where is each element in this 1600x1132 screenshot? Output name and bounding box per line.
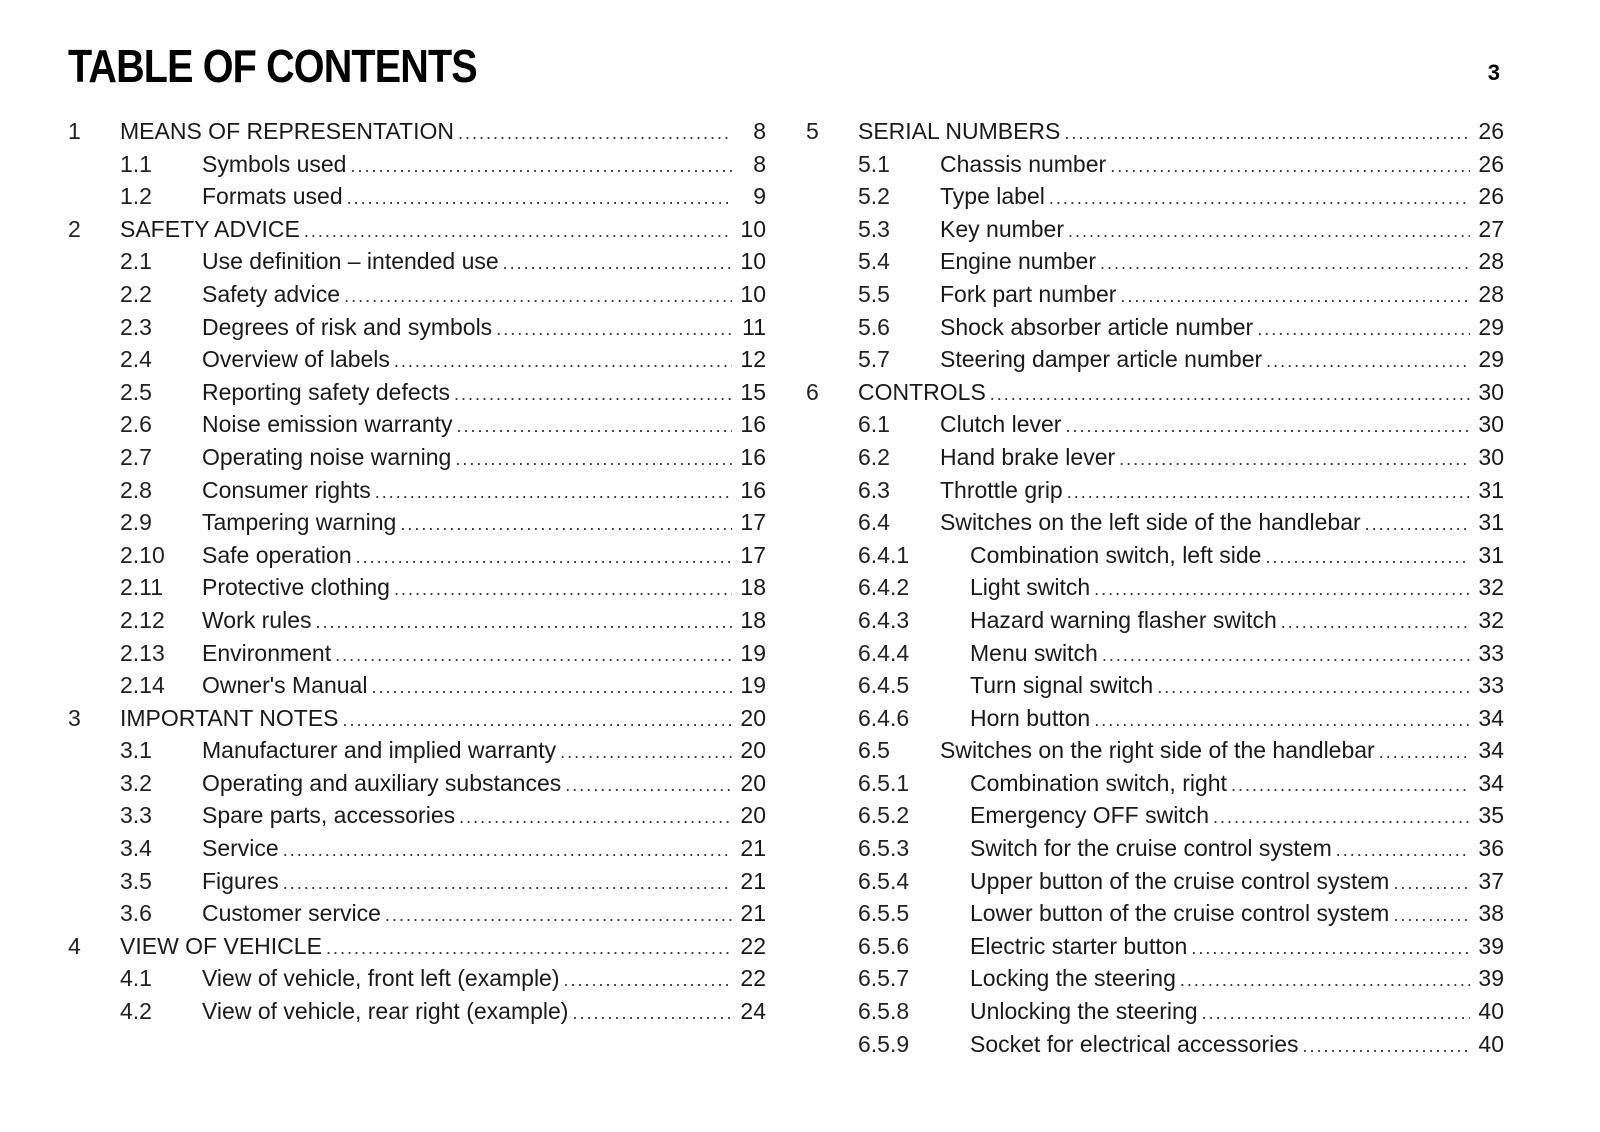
toc-entry[interactable]: [68, 995, 766, 1028]
toc-entry-page: 26: [1478, 118, 1504, 144]
toc-entry-title: View of vehicle, rear right (example): [202, 998, 569, 1025]
toc-entry-number: 2.11: [120, 574, 164, 601]
toc-entry-title: Combination switch, left side: [970, 541, 1262, 568]
page-title: TABLE OF CONTENTS: [68, 40, 477, 92]
toc-entry-page: 24: [740, 998, 766, 1025]
toc-entry-page: 10: [740, 280, 766, 307]
toc-dot-leader: [350, 150, 732, 183]
toc-entry-title: CONTROLS: [858, 378, 986, 405]
toc-entry-page: 29: [1478, 346, 1504, 373]
toc-entry-page: 28: [1478, 280, 1504, 307]
toc-entry-number: 6.4: [858, 509, 890, 536]
toc-entry-page: 34: [1478, 769, 1504, 796]
toc-entry-page: 30: [1478, 443, 1504, 470]
toc-entry[interactable]: [68, 734, 766, 767]
toc-entry-title: Protective clothing: [202, 574, 390, 601]
toc-dot-leader: [1119, 443, 1470, 476]
toc-entry[interactable]: [68, 311, 766, 344]
toc-dot-leader: [564, 964, 732, 997]
toc-entry[interactable]: [806, 506, 1504, 539]
toc-entry-page: 9: [753, 183, 766, 210]
toc-entry[interactable]: [806, 637, 1504, 670]
toc-entry[interactable]: [806, 539, 1504, 572]
toc-entry-number: 2.1: [120, 248, 152, 275]
toc-entry[interactable]: [68, 408, 766, 441]
toc-dot-leader: [385, 899, 732, 932]
toc-entry-number: 6.4.2: [858, 574, 910, 601]
toc-dot-leader: [1049, 182, 1470, 215]
toc-entry[interactable]: [806, 245, 1504, 278]
toc-entry-title: Lower button of the cruise control system: [970, 900, 1390, 927]
toc-dot-leader: [572, 997, 732, 1030]
page-number: 3: [1487, 60, 1500, 85]
toc-entry-page: 10: [740, 248, 766, 275]
toc-entry[interactable]: [806, 767, 1504, 800]
toc-left-column: [68, 115, 766, 1028]
toc-entry-title: Switches on the right side of the handlebar: [940, 737, 1375, 764]
toc-entry-page: 26: [1478, 150, 1504, 177]
toc-dot-leader: [394, 573, 732, 606]
toc-entry-title: Locking the steering: [970, 965, 1176, 992]
toc-entry-number: 2.12: [120, 606, 165, 633]
toc-entry-number: 6.5.8: [858, 998, 910, 1025]
toc-entry[interactable]: [68, 702, 766, 735]
toc-dot-leader: [1100, 247, 1470, 280]
toc-entry-number: 2: [68, 215, 81, 242]
toc-entry-number: 5.1: [858, 150, 890, 177]
toc-entry-number: 6.5.7: [858, 965, 910, 992]
toc-dot-leader: [316, 606, 733, 639]
toc-entry[interactable]: [806, 408, 1504, 441]
toc-dot-leader: [344, 280, 732, 313]
toc-dot-leader: [1102, 639, 1470, 672]
toc-dot-leader: [503, 247, 732, 280]
toc-entry-number: 6: [806, 378, 819, 405]
toc-right-column: [806, 115, 1504, 1060]
toc-entry-number: 6.5.3: [858, 835, 910, 862]
toc-entry-number: 6.5.9: [858, 1030, 910, 1057]
toc-entry-number: 6.5: [858, 737, 890, 764]
toc-entry[interactable]: [806, 1028, 1504, 1061]
toc-entry-page: 8: [753, 118, 766, 144]
toc-entry-page: 34: [1478, 704, 1504, 731]
toc-entry-page: 18: [740, 606, 766, 633]
toc-entry[interactable]: [68, 865, 766, 898]
toc-dot-leader: [457, 410, 732, 443]
toc-dot-leader: [1213, 801, 1470, 834]
toc-entry-number: 5.3: [858, 215, 890, 242]
toc-entry-number: 3.3: [120, 802, 152, 829]
toc-entry-title: Operating and auxiliary substances: [202, 769, 562, 796]
toc-entry-title: IMPORTANT NOTES: [120, 704, 339, 731]
toc-entry-number: 2.9: [120, 509, 152, 536]
toc-entry-page: 38: [1478, 900, 1504, 927]
toc-entry[interactable]: [68, 799, 766, 832]
toc-entry[interactable]: [68, 767, 766, 800]
toc-dot-leader: [1202, 997, 1470, 1030]
toc-entry-title: Chassis number: [940, 150, 1107, 177]
toc-entry-title: Shock absorber article number: [940, 313, 1254, 340]
toc-entry-title: Tampering warning: [202, 509, 397, 536]
toc-entry-title: Light switch: [970, 574, 1091, 601]
toc-entry-page: 17: [740, 541, 766, 568]
toc-entry-number: 2.4: [120, 346, 152, 373]
toc-entry[interactable]: [68, 571, 766, 604]
toc-entry-page: 10: [740, 215, 766, 242]
toc-entry-number: 6.5.2: [858, 802, 910, 829]
toc-dot-leader: [1281, 606, 1470, 639]
toc-entry-title: Unlocking the steering: [970, 998, 1198, 1025]
toc-entry-number: 2.7: [120, 443, 152, 470]
toc-entry-title: Engine number: [940, 248, 1096, 275]
toc-entry-title: Service: [202, 835, 279, 862]
toc-dot-leader: [347, 182, 732, 215]
toc-entry-number: 3: [68, 704, 81, 731]
toc-dot-leader: [458, 117, 732, 150]
toc-entry-page: 26: [1478, 183, 1504, 210]
toc-entry-title: Overview of labels: [202, 346, 390, 373]
toc-entry[interactable]: [68, 376, 766, 409]
toc-entry[interactable]: [68, 604, 766, 637]
toc-entry-title: Degrees of risk and symbols: [202, 313, 493, 340]
toc-dot-leader: [1110, 150, 1470, 183]
toc-entry-title: Menu switch: [970, 639, 1098, 666]
toc-dot-leader: [1393, 867, 1470, 900]
toc-entry[interactable]: [68, 669, 766, 702]
toc-entry-page: 40: [1478, 998, 1504, 1025]
toc-entry-page: 34: [1478, 737, 1504, 764]
toc-entry[interactable]: [68, 962, 766, 995]
toc-entry-page: 33: [1478, 639, 1504, 666]
toc-entry-page: 22: [740, 932, 766, 959]
toc-entry[interactable]: [68, 441, 766, 474]
toc-entry-number: 6.5.4: [858, 867, 910, 894]
toc-dot-leader: [335, 639, 732, 672]
toc-entry-page: 12: [740, 346, 766, 373]
toc-entry[interactable]: [806, 474, 1504, 507]
toc-entry[interactable]: [68, 343, 766, 376]
toc-entry[interactable]: [806, 962, 1504, 995]
toc-entry-title: Operating noise warning: [202, 443, 452, 470]
toc-entry-page: 22: [740, 965, 766, 992]
toc-entry-page: 29: [1478, 313, 1504, 340]
toc-entry-number: 2.13: [120, 639, 165, 666]
toc-entry[interactable]: [806, 669, 1504, 702]
toc-entry-number: 4.1: [120, 965, 152, 992]
toc-entry[interactable]: [806, 148, 1504, 181]
toc-entry-page: 15: [740, 378, 766, 405]
toc-entry[interactable]: [806, 604, 1504, 637]
toc-entry[interactable]: [806, 930, 1504, 963]
toc-entry-number: 3.1: [120, 737, 152, 764]
toc-entry-number: 2.6: [120, 411, 152, 438]
toc-entry-number: 6.1: [858, 411, 890, 438]
toc-dot-leader: [565, 769, 732, 802]
toc-entry[interactable]: [806, 311, 1504, 344]
toc-dot-leader: [326, 932, 732, 965]
toc-entry[interactable]: [806, 799, 1504, 832]
toc-entry-title: Horn button: [970, 704, 1091, 731]
toc-entry[interactable]: [806, 278, 1504, 311]
toc-entry-number: 6.3: [858, 476, 890, 503]
toc-dot-leader: [455, 443, 732, 476]
toc-entry-number: 5.5: [858, 280, 890, 307]
toc-entry[interactable]: [68, 539, 766, 572]
toc-entry[interactable]: [68, 930, 766, 963]
toc-dot-leader: [1191, 932, 1470, 965]
toc-entry-title: Steering damper article number: [940, 346, 1263, 373]
toc-entry-number: 4: [68, 932, 81, 959]
toc-entry[interactable]: [806, 865, 1504, 898]
toc-entry-title: Environment: [202, 639, 332, 666]
toc-entry-number: 6.4.5: [858, 672, 910, 699]
toc-dot-leader: [1065, 410, 1470, 443]
toc-entry-number: 6.5.5: [858, 900, 910, 927]
toc-entry[interactable]: [68, 278, 766, 311]
toc-entry[interactable]: [68, 245, 766, 278]
toc-dot-leader: [1265, 541, 1470, 574]
toc-entry-number: 6.4.3: [858, 606, 910, 633]
toc-entry-number: 5.4: [858, 248, 890, 275]
toc-dot-leader: [371, 671, 732, 704]
toc-dot-leader: [400, 508, 732, 541]
toc-entry[interactable]: [68, 115, 766, 148]
toc-entry-number: 6.4.4: [858, 639, 910, 666]
toc-dot-leader: [1365, 508, 1470, 541]
toc-entry-title: Key number: [940, 215, 1065, 242]
toc-entry-page: 30: [1478, 411, 1504, 438]
toc-dot-leader: [1231, 769, 1470, 802]
toc-entry-title: Switches on the left side of the handlebar: [940, 509, 1361, 536]
toc-entry-page: 40: [1478, 1030, 1504, 1057]
toc-entry-title: SAFETY ADVICE: [120, 215, 300, 242]
toc-entry-number: 3.6: [120, 900, 152, 927]
toc-entry-title: Noise emission warranty: [202, 411, 453, 438]
toc-dot-leader: [1379, 736, 1470, 769]
toc-entry-number: 2.10: [120, 541, 165, 568]
toc-dot-leader: [394, 345, 732, 378]
toc-entry[interactable]: [68, 506, 766, 539]
toc-dot-leader: [1094, 573, 1470, 606]
toc-entry-title: View of vehicle, front left (example): [202, 965, 560, 992]
toc-dot-leader: [1094, 704, 1470, 737]
toc-entry-page: 20: [740, 769, 766, 796]
toc-entry[interactable]: [68, 180, 766, 213]
toc-entry-title: Hand brake lever: [940, 443, 1116, 470]
toc-entry[interactable]: [806, 897, 1504, 930]
toc-entry-page: 27: [1478, 215, 1504, 242]
toc-dot-leader: [454, 378, 732, 411]
toc-entry-title: Switch for the cruise control system: [970, 835, 1332, 862]
toc-entry-number: 3.2: [120, 769, 152, 796]
toc-entry-title: Type label: [940, 183, 1045, 210]
toc-entry-page: 39: [1478, 932, 1504, 959]
toc-dot-leader: [1064, 117, 1470, 150]
toc-entry-title: Figures: [202, 867, 279, 894]
toc-entry-title: Spare parts, accessories: [202, 802, 456, 829]
toc-dot-leader: [304, 215, 732, 248]
toc-entry-title: Upper button of the cruise control system: [970, 867, 1390, 894]
toc-entry-title: Safe operation: [202, 541, 352, 568]
toc-dot-leader: [1180, 964, 1470, 997]
toc-entry-page: 30: [1478, 378, 1504, 405]
toc-entry-page: 35: [1478, 802, 1504, 829]
toc-dot-leader: [1157, 671, 1470, 704]
toc-entry[interactable]: [68, 148, 766, 181]
toc-dot-leader: [560, 736, 732, 769]
toc-entry[interactable]: [806, 115, 1504, 148]
toc-entry-page: 32: [1478, 606, 1504, 633]
toc-entry-page: 31: [1478, 509, 1504, 536]
toc-entry-number: 2.3: [120, 313, 152, 340]
toc-dot-leader: [459, 801, 732, 834]
toc-entry-page: 8: [753, 150, 766, 177]
toc-entry-title: Combination switch, right: [970, 769, 1227, 796]
toc-entry-page: 31: [1478, 476, 1504, 503]
toc-dot-leader: [356, 541, 732, 574]
toc-entry-page: 28: [1478, 248, 1504, 275]
toc-dot-leader: [283, 834, 732, 867]
toc-dot-leader: [343, 704, 732, 737]
toc-entry-title: Symbols used: [202, 150, 347, 177]
toc-entry-number: 4.2: [120, 998, 152, 1025]
toc-entry-number: 6.4.1: [858, 541, 910, 568]
toc-entry-page: 20: [740, 802, 766, 829]
toc-entry-number: 2.5: [120, 378, 152, 405]
toc-entry-title: Customer service: [202, 900, 381, 927]
toc-entry-page: 20: [740, 737, 766, 764]
toc-entry-number: 1.1: [120, 150, 152, 177]
toc-dot-leader: [1068, 215, 1470, 248]
toc-entry-page: 20: [740, 704, 766, 731]
toc-entry-page: 21: [740, 867, 766, 894]
toc-entry-number: 6.5.1: [858, 769, 910, 796]
toc-dot-leader: [1303, 1030, 1470, 1063]
toc-entry-title: Fork part number: [940, 280, 1117, 307]
toc-entry-number: 2.2: [120, 280, 152, 307]
toc-entry-title: Socket for electrical accessories: [970, 1030, 1299, 1057]
toc-entry-page: 21: [740, 835, 766, 862]
toc-entry-title: Use definition – intended use: [202, 248, 499, 275]
toc-entry-number: 6.2: [858, 443, 890, 470]
toc-entry-page: 17: [740, 509, 766, 536]
toc-entry-title: MEANS OF REPRESENTATION: [120, 118, 454, 144]
toc-entry-page: 31: [1478, 541, 1504, 568]
toc-entry-title: Emergency OFF switch: [970, 802, 1209, 829]
toc-entry-page: 32: [1478, 574, 1504, 601]
toc-entry-title: SERIAL NUMBERS: [858, 118, 1061, 144]
toc-entry[interactable]: [806, 832, 1504, 865]
toc-entry-title: Throttle grip: [940, 476, 1063, 503]
toc-entry[interactable]: [806, 571, 1504, 604]
toc-entry-title: Turn signal switch: [970, 672, 1154, 699]
toc-entry[interactable]: [68, 897, 766, 930]
toc-entry[interactable]: [68, 474, 766, 507]
toc-entry-number: 5.2: [858, 183, 890, 210]
toc-entry[interactable]: [806, 734, 1504, 767]
toc-entry[interactable]: [806, 376, 1504, 409]
toc-entry[interactable]: [806, 441, 1504, 474]
toc-entry-number: 6.5.6: [858, 932, 910, 959]
toc-dot-leader: [283, 867, 732, 900]
toc-entry-page: 11: [742, 313, 766, 340]
toc-entry-title: Reporting safety defects: [202, 378, 451, 405]
toc-entry-page: 16: [740, 476, 766, 503]
toc-entry[interactable]: [68, 832, 766, 865]
toc-entry-page: 16: [740, 443, 766, 470]
toc-entry-title: Safety advice: [202, 280, 341, 307]
toc-entry-number: 3.5: [120, 867, 152, 894]
toc-entry-page: 39: [1478, 965, 1504, 992]
toc-entry[interactable]: [68, 213, 766, 246]
toc-entry[interactable]: [806, 213, 1504, 246]
toc-entry[interactable]: [806, 995, 1504, 1028]
toc-dot-leader: [1120, 280, 1470, 313]
toc-entry-title: Clutch lever: [940, 411, 1062, 438]
toc-entry-title: Electric starter button: [970, 932, 1188, 959]
toc-entry[interactable]: [806, 180, 1504, 213]
toc-entry-title: Consumer rights: [202, 476, 371, 503]
toc-entry-title: Manufacturer and implied warranty: [202, 737, 557, 764]
toc-dot-leader: [1266, 345, 1470, 378]
toc-entry-number: 5: [806, 118, 819, 144]
toc-entry-page: 16: [740, 411, 766, 438]
toc-entry-page: 21: [740, 900, 766, 927]
toc-dot-leader: [990, 378, 1470, 411]
toc-dot-leader: [496, 313, 732, 346]
toc-entry-page: 33: [1478, 672, 1504, 699]
toc-dot-leader: [1257, 313, 1470, 346]
toc-entry-title: Owner's Manual: [202, 672, 368, 699]
toc-dot-leader: [1067, 476, 1470, 509]
toc-entry-page: 19: [740, 672, 766, 699]
toc-entry-number: 1: [68, 118, 81, 144]
toc-entry-title: VIEW OF VEHICLE: [120, 932, 322, 959]
toc-entry-page: 37: [1478, 867, 1504, 894]
toc-entry-page: 36: [1478, 835, 1504, 862]
toc-entry-number: 6.4.6: [858, 704, 910, 731]
toc-entry-number: 3.4: [120, 835, 152, 862]
toc-dot-leader: [375, 476, 732, 509]
toc-entry-page: 19: [740, 639, 766, 666]
toc-entry[interactable]: [68, 637, 766, 670]
toc-entry-page: 18: [740, 574, 766, 601]
toc-entry-number: 1.2: [120, 183, 152, 210]
toc-entry-number: 5.7: [858, 346, 890, 373]
toc-dot-leader: [1336, 834, 1470, 867]
toc-entry-number: 5.6: [858, 313, 890, 340]
toc-entry-title: Work rules: [202, 606, 312, 633]
toc-entry-title: Formats used: [202, 183, 343, 210]
toc-entry-number: 2.8: [120, 476, 152, 503]
toc-entry-number: 2.14: [120, 672, 165, 699]
toc-dot-leader: [1393, 899, 1470, 932]
toc-entry[interactable]: [806, 702, 1504, 735]
toc-entry[interactable]: [806, 343, 1504, 376]
toc-entry-title: Hazard warning flasher switch: [970, 606, 1277, 633]
